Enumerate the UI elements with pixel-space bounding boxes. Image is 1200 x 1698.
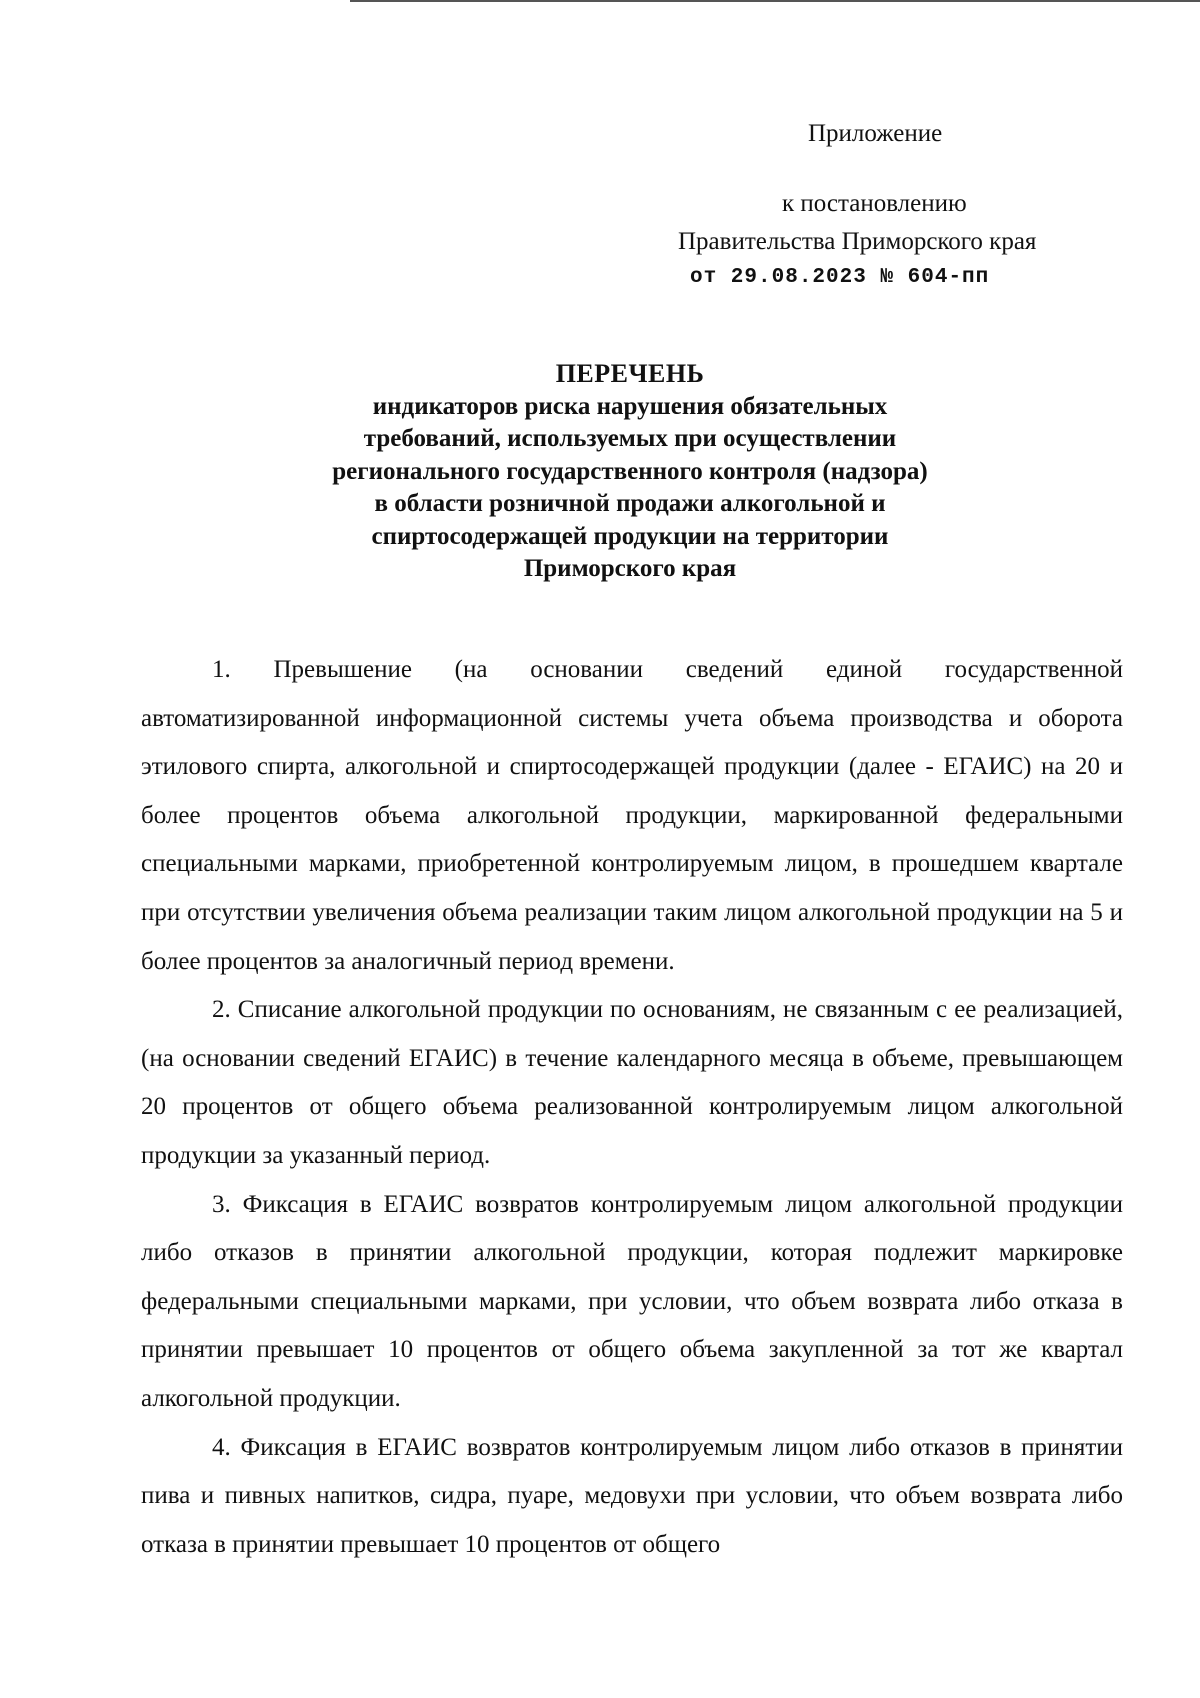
heading-main: ПЕРЕЧЕНЬ: [555, 359, 705, 388]
paragraph-2: 2. Списание алкогольной продукции по основаниям, не связанным с ее реализацией, (на основании сведений ЕГАИС) в течение календарного месяца в объеме, превышающем 20 процентов от общего объема реализованной контролируемым лицом алкогольной продукции за указанный период.: [141, 996, 1123, 1169]
paragraph-3: 3. Фиксация в ЕГАИС возвратов контролируемым лицом алкогольной продукции либо отказов в принятии алкогольной продукции, которая подлежит маркировке федеральными специальными марками, при условии, что объем возврата либо отказа в принятии превышает 10 процентов от общего объема закупленной за тот же квартал алкогольной продукции.: [141, 1190, 1123, 1412]
document-heading: [230, 358, 1030, 586]
annex-reference: к постановлению: [782, 190, 967, 217]
annex-number-date: от 29.08.2023 № 604-пп: [690, 266, 990, 289]
annex-authority: Правительства Приморского края: [678, 228, 1037, 255]
annex-title: Приложение: [808, 120, 943, 147]
paragraph-1: 1. Превышение (на основании сведений единой государственной автоматизированной информационной системы учета объема производства и оборота этилового спирта, алкогольной и спиртосодержащей продукции (далее - ЕГАИС) на 20 и более процентов объема алкогольной продукции, маркированной федеральными специальными марками, приобретенной контролируемым лицом, в прошедшем квартале при отсутствии увеличения объема реализации таким лицом алкогольной продукции на 5 и более процентов за аналогичный период времени.: [141, 656, 1123, 975]
heading-line: спиртосодержащей продукции на территории: [371, 522, 889, 550]
heading-line: регионального государственного контроля (надзора): [332, 457, 928, 485]
heading-line: Приморского края: [523, 555, 737, 582]
heading-line: требований, используемых при осуществлении: [363, 425, 897, 452]
document-body: [141, 646, 1123, 1569]
heading-line: в области розничной продажи алкогольной и: [374, 490, 886, 517]
paragraph-4: 4. Фиксация в ЕГАИС возвратов контролируемым лицом либо отказов в принятии пива и пивных напитков, сидра, пуаре, медовухи при условии, что объем возврата либо отказа в принятии превышает 10 процентов от общего: [141, 1433, 1123, 1558]
scan-top-rule: [350, 0, 1200, 2]
heading-line: индикаторов риска нарушения обязательных: [372, 392, 888, 420]
